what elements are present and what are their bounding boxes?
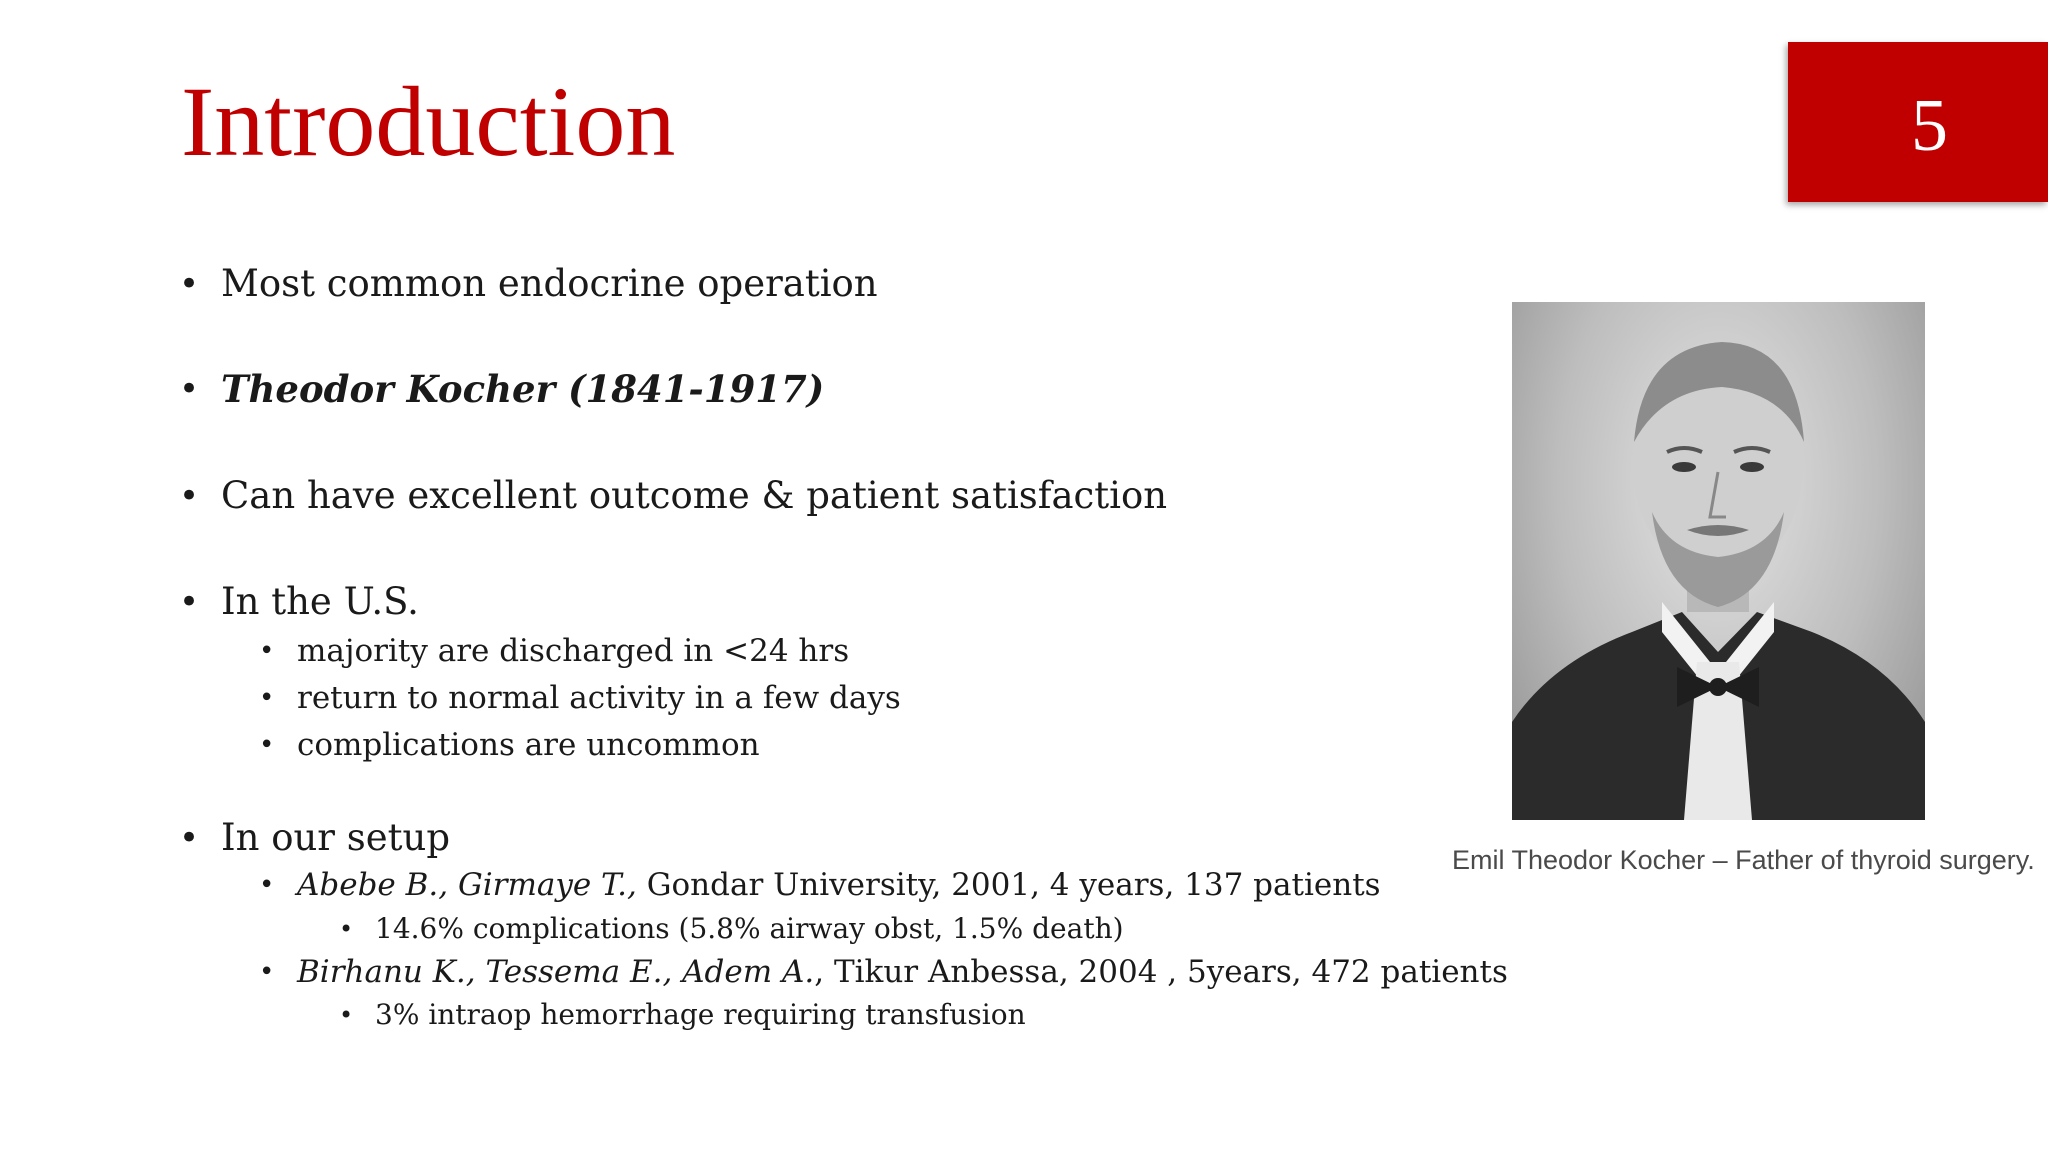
sub-bullet-item xyxy=(259,632,850,670)
bullet-dot: • xyxy=(339,1001,354,1029)
bullet-item xyxy=(179,474,1168,518)
study-details: , Tikur Anbessa, 2004 , 5years, 472 patients xyxy=(814,954,1508,990)
bullet-text: return to normal activity in a few days xyxy=(297,680,901,716)
bullet-item xyxy=(179,816,451,860)
bullet-dot: • xyxy=(259,683,275,713)
bullet-dot: • xyxy=(179,818,200,858)
portrait-photo-icon xyxy=(1512,302,1925,820)
bullet-dot: • xyxy=(179,476,200,516)
slide-title: Introduction xyxy=(181,66,676,177)
bullet-dot: • xyxy=(179,264,200,304)
bullet-item xyxy=(179,580,419,624)
sub-bullet-item xyxy=(259,679,901,717)
bullet-item xyxy=(179,367,825,412)
sub-bullet-item xyxy=(259,866,1381,904)
study-details: Gondar University, 2001, 4 years, 137 patients xyxy=(636,867,1381,903)
bullet-dot: • xyxy=(179,582,200,622)
sub-bullet-item xyxy=(259,953,1508,991)
slide-number-badge xyxy=(1788,42,2048,202)
slide-number: 5 xyxy=(1911,85,1948,167)
bullet-item xyxy=(179,262,878,306)
bullet-text: 3% intraop hemorrhage requiring transfusion xyxy=(375,998,1026,1031)
bullet-dot: • xyxy=(339,915,354,943)
bullet-dot: • xyxy=(259,870,275,900)
bullet-dot: • xyxy=(179,369,200,409)
bullet-text: In the U.S. xyxy=(221,580,419,623)
sub-bullet-item xyxy=(259,726,760,764)
bullet-text: In our setup xyxy=(221,816,451,859)
study-authors: Birhanu K., Tessema E., Adem A. xyxy=(297,954,815,990)
bullet-dot: • xyxy=(259,636,275,666)
bullet-text: Theodor Kocher (1841-1917) xyxy=(221,367,825,411)
bullet-text: majority are discharged in <24 hrs xyxy=(297,633,850,669)
sub-sub-bullet-item xyxy=(339,912,1124,946)
bullet-dot: • xyxy=(259,730,275,760)
bullet-text: complications are uncommon xyxy=(297,727,760,763)
bullet-dot: • xyxy=(259,957,275,987)
study-authors: Abebe B., Girmaye T., xyxy=(297,867,637,903)
bullet-text: 14.6% complications (5.8% airway obst, 1.5% death) xyxy=(375,912,1124,945)
bullet-text: Can have excellent outcome & patient satisfaction xyxy=(221,474,1168,517)
bullet-text: Most common endocrine operation xyxy=(221,262,878,305)
sub-sub-bullet-item xyxy=(339,998,1026,1032)
image-caption: Emil Theodor Kocher – Father of thyroid surgery. xyxy=(1452,845,2035,875)
portrait-photo xyxy=(1512,302,1925,820)
